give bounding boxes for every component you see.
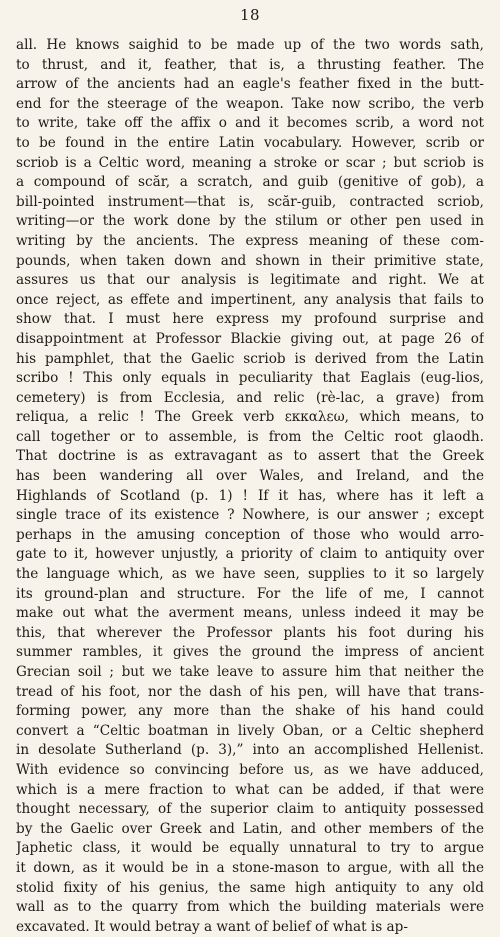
text-line: tread of his foot, nor the dash of his pen, will have that trans- xyxy=(16,683,484,700)
text-line: which is a mere fraction to what can be added, if that were xyxy=(16,781,484,798)
text-line: it down, as it would be in a stone-mason to argue, with all the xyxy=(16,859,484,876)
text-line: a compound of scăr, a scratch, and guib (genitive of gob), a xyxy=(16,174,484,191)
text-line: wall as to the quarry from which the building materials were xyxy=(16,899,484,916)
text-line: to thrust, and it, feather, that is, a thrusting feather. The xyxy=(16,56,484,73)
text-line: the language which, as we have seen, supplies to it so largely xyxy=(16,566,484,583)
text-line: by the Gaelic over Greek and Latin, and other members of the xyxy=(16,820,484,837)
text-line: gate to it, however unjustly, a priority of claim to antiquity over xyxy=(16,546,484,563)
text-line: reliqua, a relic ! The Greek verb εκκαλεω, which means, to xyxy=(16,409,484,426)
text-line: summer rambles, it gives the ground the impress of ancient xyxy=(16,644,484,661)
text-line: excavated. It would betray a want of belief of what is ap- xyxy=(16,918,408,935)
text-line: end for the steerage of the weapon. Take now scribo, the verb xyxy=(16,95,484,112)
text-line: Highlands of Scotland (p. 1) ! If it has, where has it left a xyxy=(16,487,484,504)
text-line: make out what the averment means, unless indeed it may be xyxy=(16,605,484,622)
text-line: show that. I must here express my profound surprise and xyxy=(16,311,484,328)
text-line: in desolate Sutherland (p. 3),” into an accomplished Hellenist. xyxy=(16,742,484,759)
text-line: perhaps in the amusing conception of those who would arro- xyxy=(16,526,484,543)
page-number: 18 xyxy=(239,6,261,24)
text-line: to write, take off the affix o and it becomes scrib, a word not xyxy=(16,115,484,132)
text-line: cemetery) is from Ecclesia, and relic (rè-lac, a grave) from xyxy=(16,389,484,406)
text-line: stolid fixity of his genius, the same high antiquity to any old xyxy=(16,879,484,896)
text-line: to be found in the entire Latin vocabulary. However, scrib or xyxy=(16,134,484,151)
text-line: pounds, when taken down and shown in their primitive state, xyxy=(16,252,484,269)
text-line: scribo ! This only equals in peculiarity that Eaglais (eug-lios, xyxy=(16,370,484,387)
text-line: single trace of its existence ? Nowhere, is our answer ; except xyxy=(16,507,484,524)
text-line: thought necessary, of the superior claim to antiquity possessed xyxy=(16,801,484,818)
text-line: Grecian soil ; but we take leave to assure him that neither the xyxy=(16,664,484,680)
text-line: forming power, any more than the shake of his hand could xyxy=(16,703,484,720)
text-line: its ground-plan and structure. For the life of me, I cannot xyxy=(16,585,484,602)
text-line: convert a “Celtic boatman in lively Oban, or a Celtic shepherd xyxy=(16,722,484,739)
text-line: writing by the ancients. The express meaning of these com- xyxy=(16,232,484,249)
text-line: this, that wherever the Professor plants his foot during his xyxy=(16,624,484,641)
text-line: disappointment at Professor Blackie giving out, at page 26 of xyxy=(16,330,484,347)
text-line: With evidence so convincing before us, as we have adduced, xyxy=(16,761,484,778)
text-line: Japhetic class, it would be equally unnatural to try to argue xyxy=(16,840,484,857)
text-line: writing—or the work done by the stilum or other pen used in xyxy=(16,213,484,230)
text-line: bill-pointed instrument—that is, scăr-guib, contracted scriob, xyxy=(16,193,484,210)
text-line: call together or to assemble, is from the Celtic root glaodh. xyxy=(16,428,484,445)
text-line: once reject, as effete and impertinent, any analysis that fails to xyxy=(16,291,484,308)
text-line: all. He knows saighid to be made up of the two words sath, xyxy=(16,37,484,53)
body-text xyxy=(16,36,484,937)
text-line: scriob is a Celtic word, meaning a stroke or scar ; but scriob is xyxy=(16,154,484,171)
text-line: assures us that our analysis is legitimate and right. We at xyxy=(16,272,484,289)
text-line: his pamphlet, that the Gaelic scriob is derived from the Latin xyxy=(16,350,484,367)
text-line: That doctrine is as extravagant as to assert that the Greek xyxy=(16,448,484,465)
text-line: has been wandering all over Wales, and Ireland, and the xyxy=(16,468,484,485)
text-line: arrow of the ancients had an eagle's feather fixed in the butt- xyxy=(16,76,484,93)
